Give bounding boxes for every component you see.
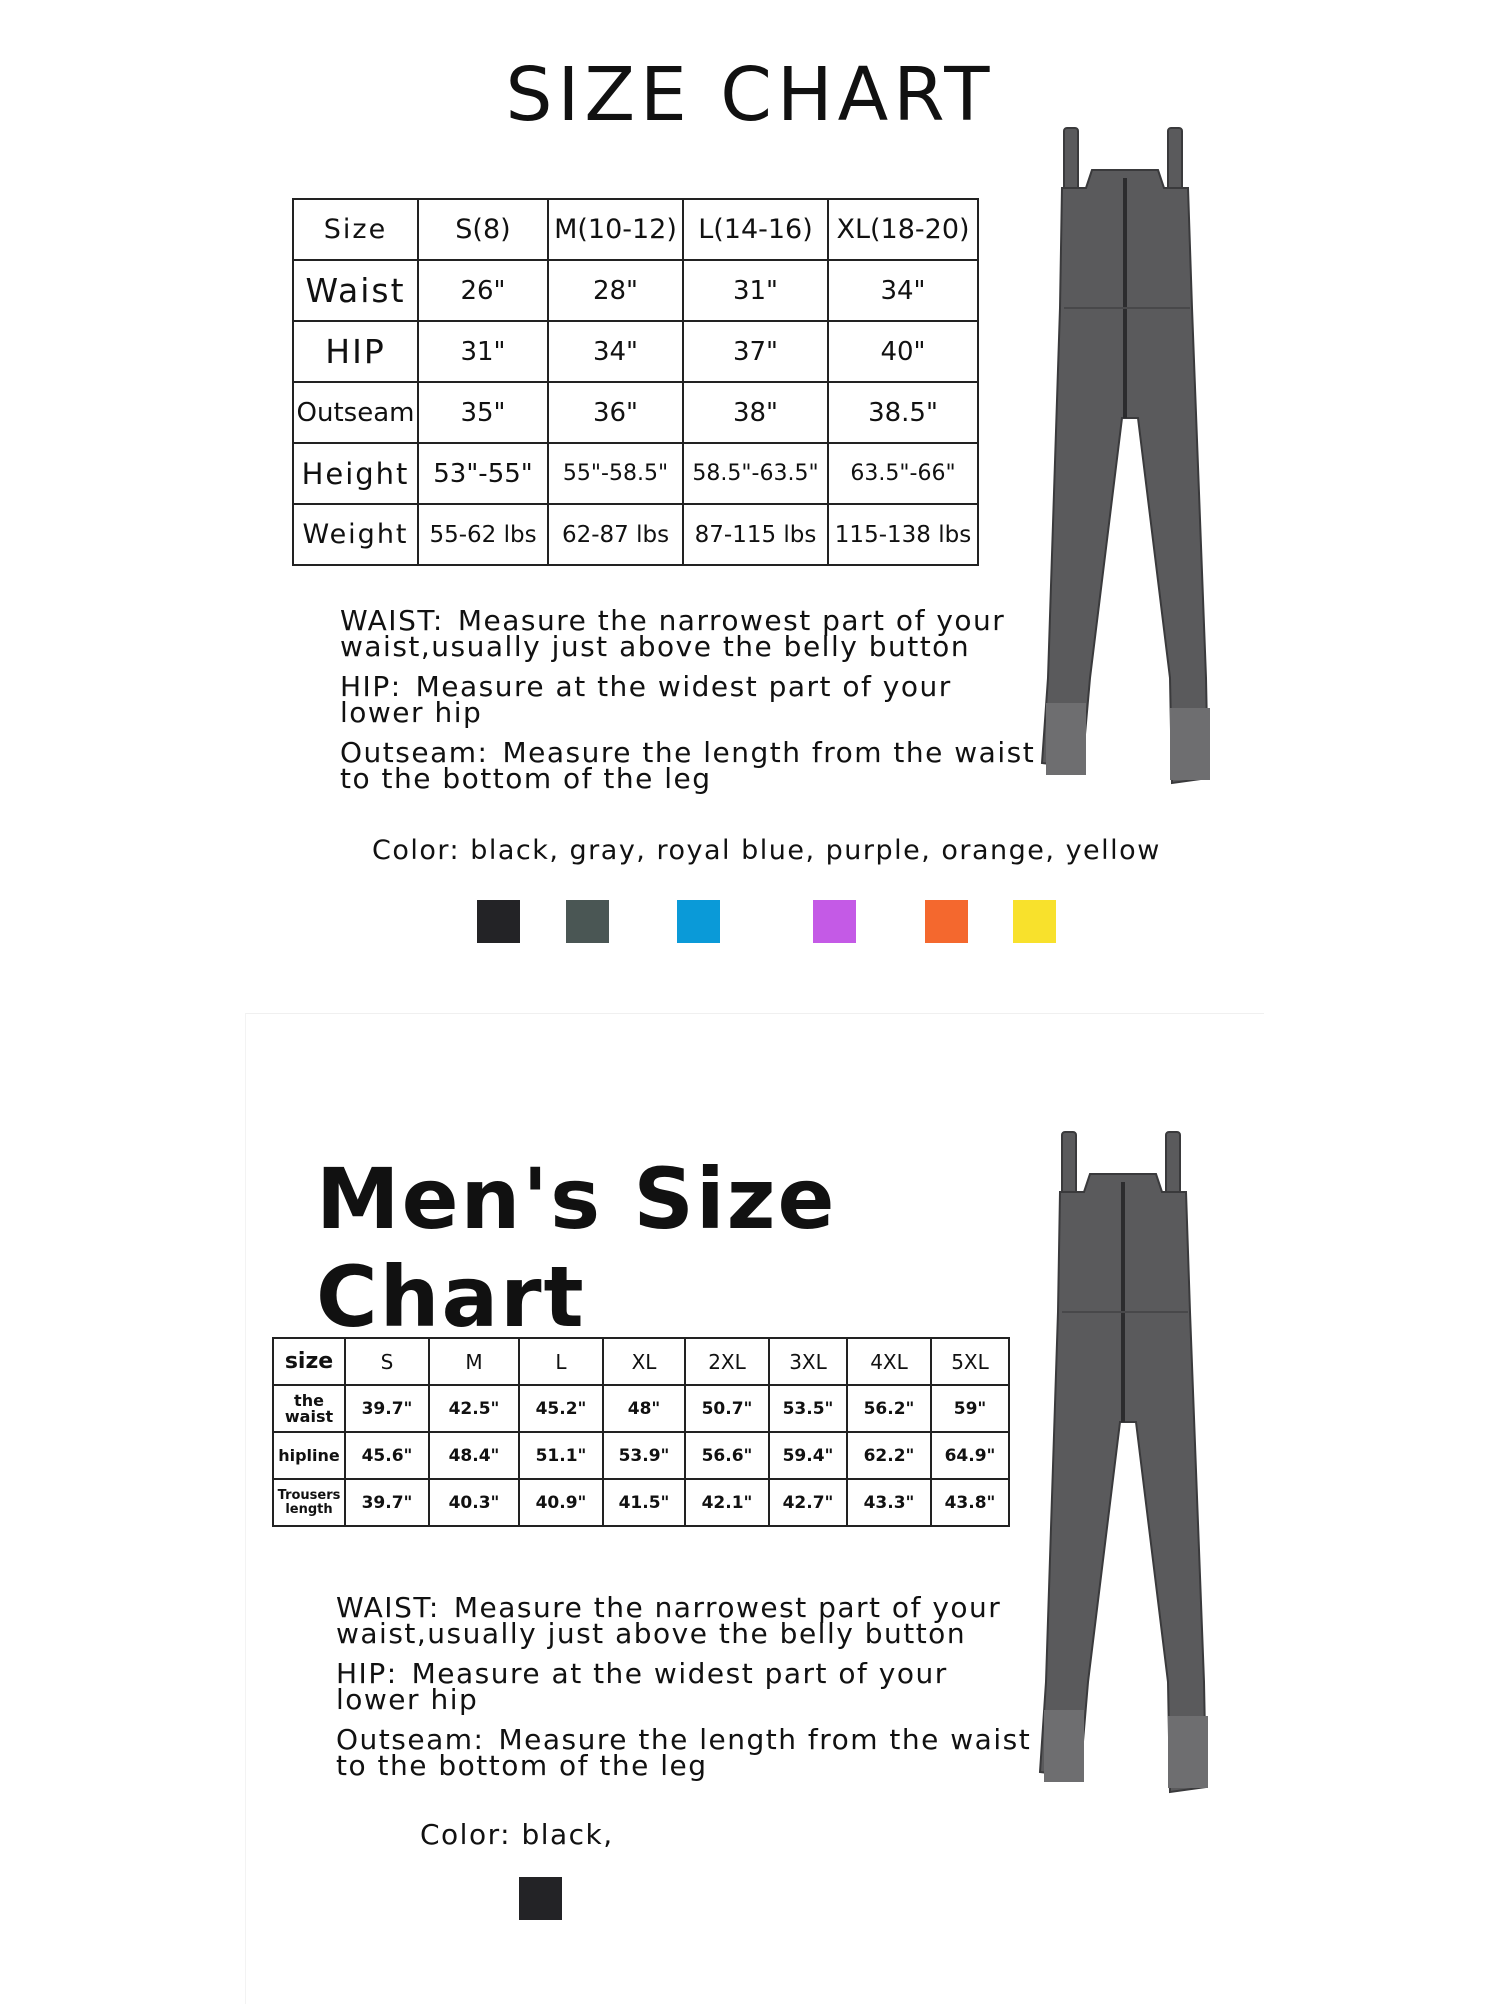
header-cell: XL: [603, 1338, 685, 1385]
table-cell: 55"-58.5": [548, 443, 683, 504]
table-cell: 115-138 lbs: [828, 504, 978, 565]
table-cell: 40": [828, 321, 978, 382]
note-label: Outseam:: [340, 736, 489, 769]
table-cell: 55-62 lbs: [418, 504, 548, 565]
swatch-black: [477, 900, 520, 943]
table-row: [273, 1385, 1009, 1432]
header-cell: 3XL: [769, 1338, 847, 1385]
kids-size-chart-title: SIZE CHART: [505, 52, 995, 138]
row-label: HIP: [293, 321, 418, 382]
kids-color-list: Color: black, gray, royal blue, purple, orange, yellow: [372, 835, 1161, 866]
table-cell: 42.1": [685, 1479, 769, 1526]
note-label: Outseam:: [336, 1723, 485, 1756]
table-cell: 40.3": [429, 1479, 519, 1526]
table-cell: 53.5": [769, 1385, 847, 1432]
header-cell: S(8): [418, 199, 548, 260]
table-cell: 59": [931, 1385, 1009, 1432]
table-cell: 62.2": [847, 1432, 931, 1479]
note-hip: [340, 670, 1040, 729]
row-label: Weight: [293, 504, 418, 565]
table-cell: 28": [548, 260, 683, 321]
table-row: [293, 504, 978, 565]
row-label: the waist: [273, 1385, 345, 1432]
note-waist: [336, 1591, 1036, 1650]
note-label: WAIST:: [340, 604, 444, 637]
mens-color-list: Color: black,: [420, 1818, 614, 1851]
table-header-row: [293, 199, 978, 260]
mens-size-table: [272, 1337, 1010, 1527]
row-label: Trousers length: [273, 1479, 345, 1526]
header-cell: S: [345, 1338, 429, 1385]
table-cell: 56.2": [847, 1385, 931, 1432]
table-cell: 40.9": [519, 1479, 603, 1526]
note-label: HIP:: [340, 670, 402, 703]
table-row: [293, 321, 978, 382]
header-cell: L: [519, 1338, 603, 1385]
header-cell: size: [273, 1338, 345, 1385]
table-cell: 53"-55": [418, 443, 548, 504]
ski-bib-pants-icon: [1020, 118, 1230, 793]
table-header-row: [273, 1338, 1009, 1385]
note-label: WAIST:: [336, 1591, 440, 1624]
table-cell: 38": [683, 382, 828, 443]
table-cell: 34": [828, 260, 978, 321]
row-label: Waist: [293, 260, 418, 321]
table-cell: 36": [548, 382, 683, 443]
note-outseam: [336, 1723, 1036, 1782]
row-label: Height: [293, 443, 418, 504]
table-cell: 62-87 lbs: [548, 504, 683, 565]
table-cell: 26": [418, 260, 548, 321]
note-outseam: [340, 736, 1040, 795]
table-row: [293, 260, 978, 321]
table-cell: 31": [418, 321, 548, 382]
swatch-royal-blue: [677, 900, 720, 943]
table-row: [293, 443, 978, 504]
note-text: Measure the narrowest part of your waist,usually just above the belly button: [340, 604, 1006, 663]
header-cell: 5XL: [931, 1338, 1009, 1385]
table-cell: 37": [683, 321, 828, 382]
table-cell: 48": [603, 1385, 685, 1432]
table-cell: 53.9": [603, 1432, 685, 1479]
note-text: Measure the length from the waist to the bottom of the leg: [336, 1723, 1032, 1782]
kids-measure-notes: [340, 604, 1040, 806]
row-label: hipline: [273, 1432, 345, 1479]
table-cell: 45.6": [345, 1432, 429, 1479]
table-cell: 87-115 lbs: [683, 504, 828, 565]
note-text: Measure the length from the waist to the bottom of the leg: [340, 736, 1036, 795]
table-cell: 35": [418, 382, 548, 443]
table-cell: 59.4": [769, 1432, 847, 1479]
note-text: Measure the narrowest part of your waist,usually just above the belly button: [336, 1591, 1002, 1650]
row-label: Outseam: [293, 382, 418, 443]
mens-measure-notes: [336, 1591, 1036, 1793]
note-waist: [340, 604, 1040, 663]
header-cell: XL(18-20): [828, 199, 978, 260]
table-cell: 64.9": [931, 1432, 1009, 1479]
header-cell: L(14-16): [683, 199, 828, 260]
header-cell: 2XL: [685, 1338, 769, 1385]
note-text: Measure at the widest part of your lower hip: [340, 670, 952, 729]
note-text: Measure at the widest part of your lower hip: [336, 1657, 948, 1716]
header-cell: M: [429, 1338, 519, 1385]
table-cell: 41.5": [603, 1479, 685, 1526]
table-cell: 50.7": [685, 1385, 769, 1432]
table-cell: 43.3": [847, 1479, 931, 1526]
kids-size-table: [292, 198, 979, 566]
swatch-gray: [566, 900, 609, 943]
ski-bib-pants-icon: [1018, 1122, 1228, 1802]
table-cell: 42.5": [429, 1385, 519, 1432]
table-cell: 31": [683, 260, 828, 321]
mens-size-chart-title: Men's Size Chart: [316, 1150, 837, 1346]
note-hip: [336, 1657, 1036, 1716]
swatch-orange: [925, 900, 968, 943]
table-cell: 43.8": [931, 1479, 1009, 1526]
table-cell: 42.7": [769, 1479, 847, 1526]
table-cell: 63.5"-66": [828, 443, 978, 504]
table-cell: 34": [548, 321, 683, 382]
table-cell: 51.1": [519, 1432, 603, 1479]
swatch-purple: [813, 900, 856, 943]
table-row: [293, 382, 978, 443]
table-cell: 39.7": [345, 1385, 429, 1432]
table-row: [273, 1432, 1009, 1479]
header-cell: Size: [293, 199, 418, 260]
table-cell: 45.2": [519, 1385, 603, 1432]
note-label: HIP:: [336, 1657, 398, 1690]
table-row: [273, 1479, 1009, 1526]
table-cell: 39.7": [345, 1479, 429, 1526]
header-cell: 4XL: [847, 1338, 931, 1385]
table-cell: 38.5": [828, 382, 978, 443]
swatch-yellow: [1013, 900, 1056, 943]
table-cell: 58.5"-63.5": [683, 443, 828, 504]
swatch-black: [519, 1877, 562, 1920]
table-cell: 48.4": [429, 1432, 519, 1479]
header-cell: M(10-12): [548, 199, 683, 260]
table-cell: 56.6": [685, 1432, 769, 1479]
